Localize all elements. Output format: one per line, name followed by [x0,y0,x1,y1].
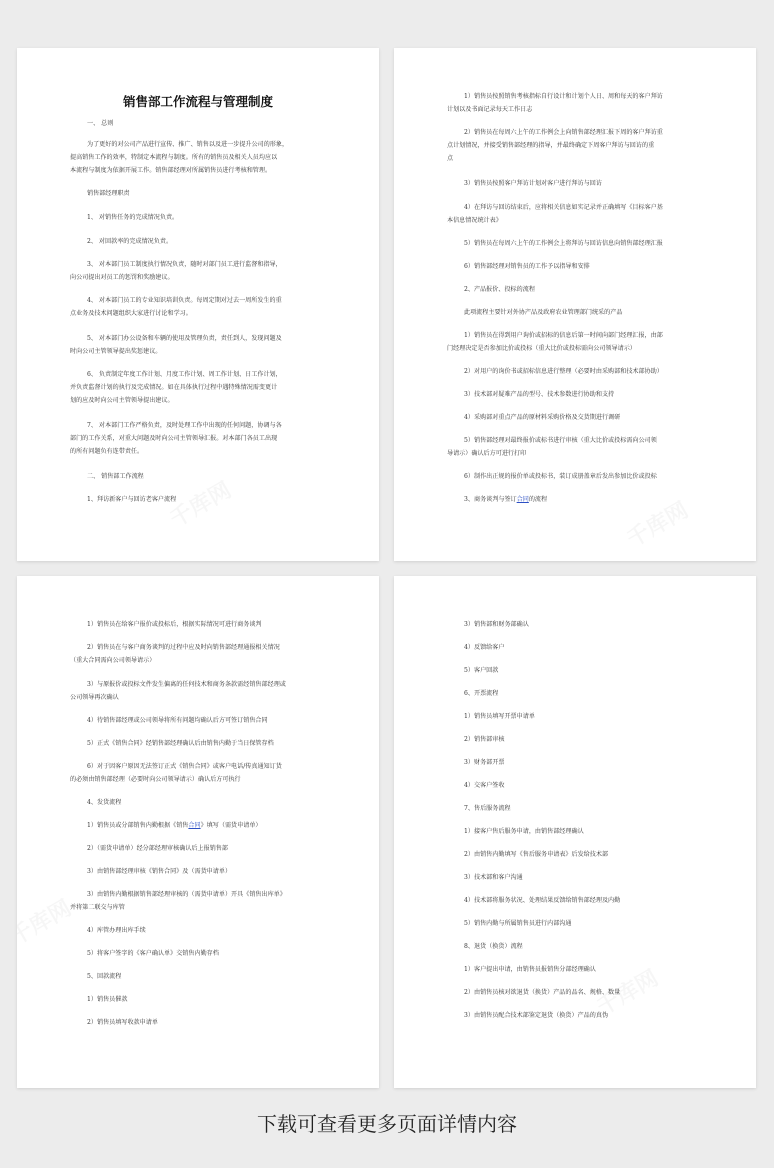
text-line: 1）销售员在给客户报价或投标后，根据实际情况可进行商务谈判 [87,621,262,628]
section-heading: 4、发货流程 [87,799,122,806]
download-more-caption: 下载可查看更多页面详情内容 [257,1112,517,1136]
text-line: 1）销售员按照销售考核指标自行设计和计划个人日、周和每天的客户拜访 [464,93,663,100]
text-line: 4）采购部对重点产品的原材料采购价格及交货期进行调研 [464,414,621,421]
text-line: 4）在拜访与回访结束后，应将相关信息如实记录并正确填写《目标客户基 [464,204,663,211]
text-line: 5）销售内勤与所属销售员进行内部沟通 [464,920,572,927]
text-line: 划的应及时向公司主管领导提出建议。 [70,397,174,404]
text-line: 1、拜访新客户与回访老客户流程 [87,496,177,503]
document-page-4 [394,576,756,1088]
text-line: 2、 对回款率的完成情况负责。 [87,238,173,245]
text-line: 4）交客户签收 [464,782,505,789]
text-line: 3）销售员按照客户拜访计划对客户进行拜访与回访 [464,180,602,187]
text-line: 7、 对本部门工作严格负责，及时处理工作中出现的任何问题，协调与各 [87,422,282,429]
text-line: 5）销售部经理对最终报价或标书进行审核（重大比价或投标需向公司领 [464,437,657,444]
text-line: 1、 对销售任务的完成情况负责。 [87,214,179,221]
contract-link[interactable]: 合同 [516,496,529,503]
text-line: 此项流程主要针对外协产品及政府农业管理部门统采的产品 [464,309,623,316]
text-line: 本流程与制度为依据开展工作。销售部经理对所属销售员进行考核和管理。 [70,167,272,174]
section-heading-suffix: 的流程 [528,496,548,503]
text-line: 4、 对本部门员工的专业知识培训负责。每周定期对过去一周所发生的重 [87,297,282,304]
section-heading: 2、产品报价、投标的流程 [464,286,535,293]
text-line: 计划以及书面记录每天工作日志 [447,106,533,113]
watermark [621,494,694,554]
text-line: 部门的工作关系，对重大问题及时向公司主管领导汇报。对本部门各员工出现 [70,435,278,442]
text-line: 销售部经理职责 [87,190,130,197]
text-line: 3）由销售内勤根据销售部经理审核的（需货申请单）开具《销售出库单》 [87,891,286,898]
text-line: 向公司提出对员工的惩罚和奖励建议。 [70,274,174,281]
text-line: 1）销售员填写开票申请单 [464,713,535,720]
text-line: 2）销售员在每周六上午的工作例会上向销售部经理汇报下周的客户拜访重 [464,129,663,136]
text-line: 的所有问题负有连带责任。 [70,448,144,455]
section-heading: 一、 总则 [87,120,114,127]
document-page-3 [17,576,379,1088]
text-line: 1）接客户售后服务申请，由销售部经理确认 [464,828,584,835]
section-heading-text: 3、商务谈判与签订 [464,496,517,503]
text-line: 2）销售员在与客户商务谈判的过程中应及时向销售部经理通报相关情况 [87,644,280,651]
text-line: 6）制作出正规的报价单或投标书，装订成册盖章后发出参加比价或投标 [464,473,657,480]
text-line: 点 [447,155,454,162]
text-line: 2）销售部审核 [464,736,505,743]
text-segment: 》填写（需货申请单） [200,822,262,829]
text-line: 时向公司主管领导提出奖惩建议。 [70,348,162,355]
text-line: 并将第二联交与库管 [70,904,125,911]
text-line: 5）将客户签字的《客户确认单》交销售内勤存档 [87,950,219,957]
section-heading: 8、退货（换货）流程 [464,943,523,950]
text-line: 提高销售工作的效率，特制定本流程与制度。所有的销售员及相关人员均应以 [70,154,278,161]
section-heading [464,496,547,504]
text-line: 3）财务部开票 [464,759,505,766]
text-line: 点业务及技术问题组织大家进行讨论和学习。 [70,310,192,317]
text-line: 5）销售员在每周六上午的工作例会上将拜访与回访信息向销售部经理汇报 [464,240,663,247]
text-line: 公司领导再次确认 [70,694,119,701]
text-line: 5）正式《销售合同》经销售部经理确认后由销售内勤于当日保管存档 [87,740,274,747]
text-line: 为了更好的对公司产品进行宣传、推广、销售以及进一步提升公司的形象， [87,141,289,148]
text-line: 1）销售员催款 [87,996,128,1003]
contract-link[interactable]: 合同 [188,822,201,829]
document-page-2 [394,48,756,561]
text-line: 3）技术部和客户沟通 [464,874,523,881]
text-line: 4）技术部将服务状况、处理结果反馈给销售部经理及内勤 [464,897,621,904]
document-title: 销售部工作流程与管理制度 [122,94,273,109]
text-line: 门经理决定是否参加比价或投标（重大比价或投标需向公司领导请示） [447,345,636,352]
text-line: 3）由销售部经理审核《销售合同》及（需货申请单） [87,868,232,875]
text-line: 3）技术部对疑难产品的型号、技术参数进行协助和支持 [464,391,615,398]
text-line: 导请示）确认后方可进行打印 [447,450,527,457]
section-heading: 7、售后服务流程 [464,805,511,812]
section-heading: 5、回款流程 [87,973,122,980]
text-line: 4）待销售部经理或公司领导将所有问题均确认后方可签订销售合同 [87,717,268,724]
text-line: 3）与原报价或投标文件发生偏离的任何技术和商务条款需经销售部经理或 [87,681,286,688]
section-heading: 6、开票流程 [464,690,499,697]
text-line: 的必须由销售部经理（必要时向公司领导请示）确认后方可执行 [70,776,241,783]
text-line: 3）销售部和财务部确认 [464,621,529,628]
text-line: 2）由销售员核对欲退货（换货）产品的品名、规格、数量 [464,989,621,996]
text-line: 4）库管办理出库手续 [87,927,146,934]
text-line: 1）客户提出申请，由销售员报销售分部经理确认 [464,966,596,973]
text-line: 6）销售部经理对销售员的工作予以指导和安排 [464,263,590,270]
text-line: 5、 对本部门办公设备和车辆的使用及管理负责，责任到人，发现问题及 [87,335,282,342]
section-heading: 二、 销售部工作流程 [87,473,144,480]
text-line: 本信息情况统计表》 [447,217,502,224]
text-line: （重大合同需向公司领导请示） [70,657,156,664]
text-line: 点计划情况，并接受销售部经理的指导，并最终确定下周客户拜访与回访的重 [447,142,655,149]
watermark [17,892,76,952]
text-line: 2）由销售内勤填写《售后服务申请表》后发给技术部 [464,851,609,858]
text-line: 5）客户回款 [464,667,499,674]
text-line: 1）销售员在得到用户询价或招标的信息后第一时间向部门经理汇报，由部 [464,332,663,339]
text-line: 3、 对本部门员工制度执行情况负责，随时对部门员工进行监督和指导， [87,261,282,268]
text-line: 4）反馈给客户 [464,644,505,651]
text-line: 2）对用户的询价书或招标信息进行整理（必要时由采购部和技术部协助） [464,368,663,375]
text-segment: 1）销售员或分部销售内勤根据《销售 [87,822,189,829]
text-line [87,822,262,830]
text-line: 2）（需货申请单）经分部经理审核确认后上报销售部 [87,845,228,852]
text-line: 3）由销售员配合技术部鉴定退货（换货）产品的真伪 [464,1012,609,1019]
text-line: 2）销售员填写收款申请单 [87,1019,158,1026]
text-line: 6）对于因客户原因无法签订正式《销售合同》或客户电话/传真通知订货 [87,763,282,770]
text-line: 并负责监督计划的执行及完成情况。如在具体执行过程中遇特殊情况需变更计 [70,384,278,391]
text-line: 6、 负责制定年度工作计划、月度工作计划、周工作计划、日工作计划， [87,371,282,378]
document-page-1 [17,48,379,561]
